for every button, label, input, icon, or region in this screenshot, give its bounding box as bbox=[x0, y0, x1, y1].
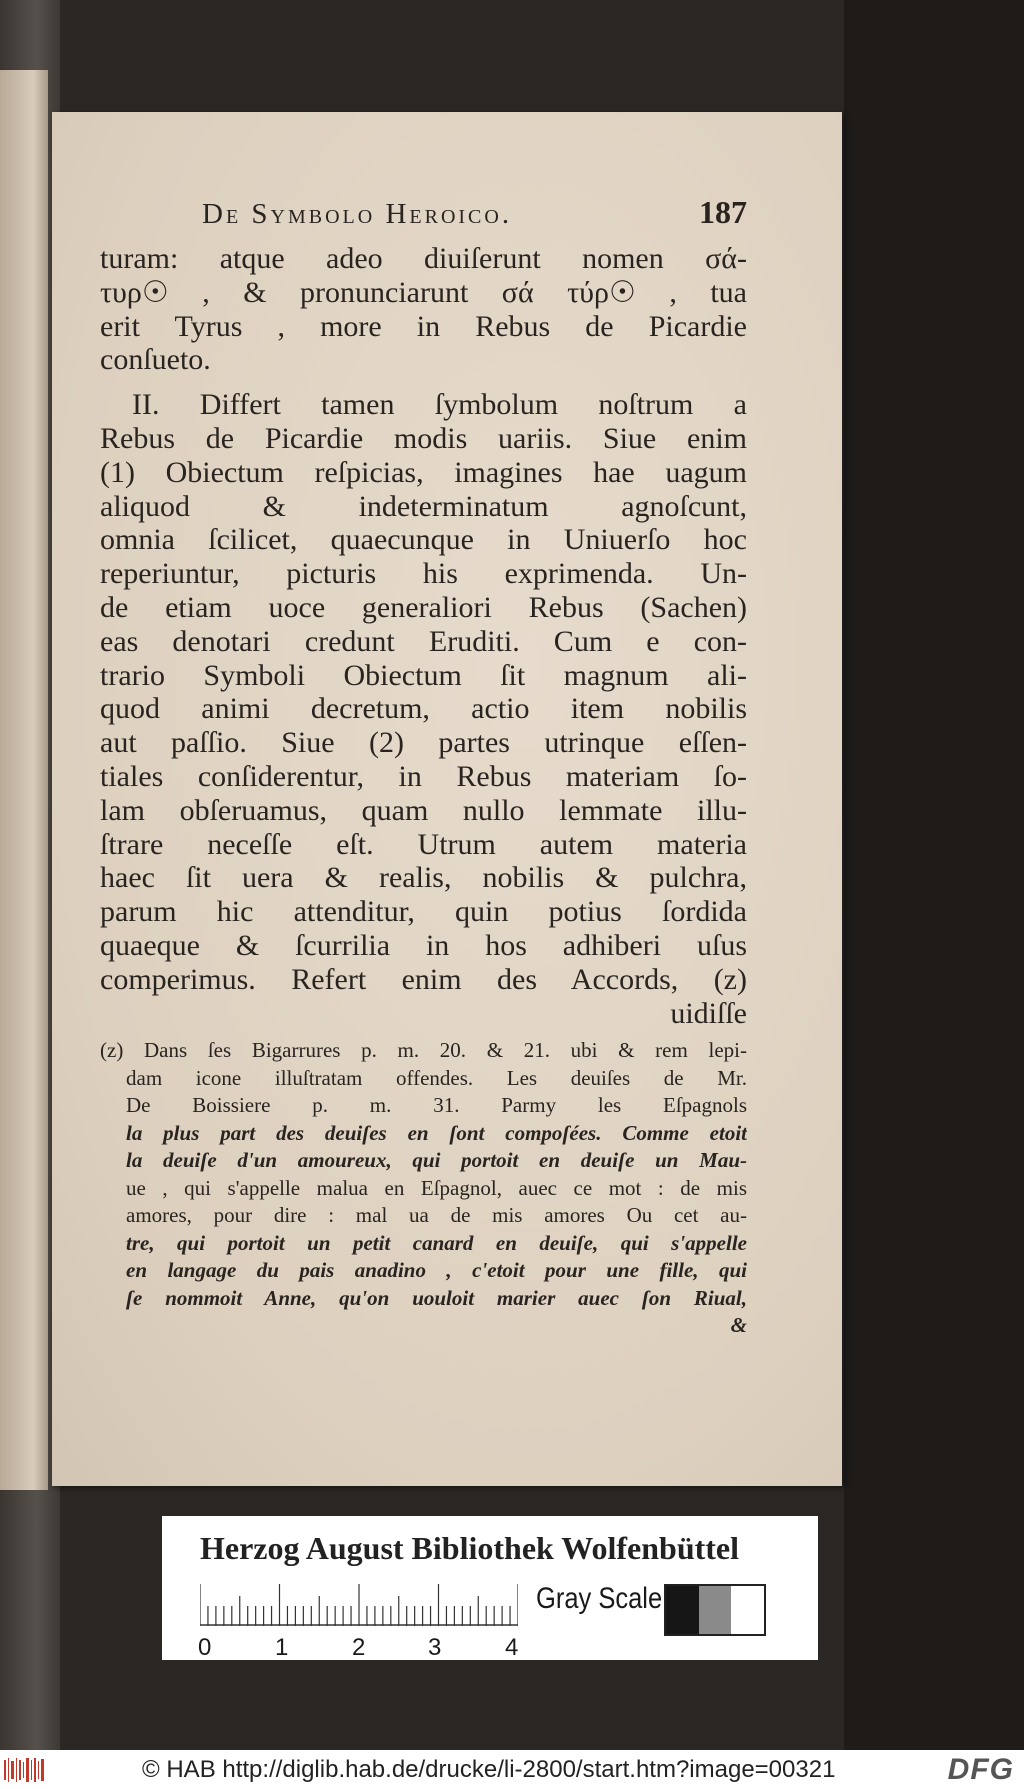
text-line: Rebus de Picardie modis uariis. Siue enim bbox=[100, 421, 747, 455]
footer-bar bbox=[0, 1750, 1024, 1789]
page-number: 187 bbox=[699, 194, 747, 230]
swatch-black bbox=[666, 1586, 699, 1634]
text-line: (1) Obiectum reſpicias, imagines hae uagum bbox=[100, 455, 747, 489]
scale-ruler bbox=[200, 1584, 518, 1626]
library-name: Herzog August Bibliothek Wolfenbüttel bbox=[200, 1530, 740, 1566]
text-line: eas denotari credunt Eruditi. Cum e con- bbox=[100, 624, 747, 658]
footnote-line: la deuiſe d'un amoureux, qui portoit en deuiſe un Mau- bbox=[126, 1148, 747, 1172]
book-page bbox=[52, 112, 842, 1486]
footnote-line: dam icone illuſtratam offendes. Les deuiſes de Mr. bbox=[126, 1065, 747, 1090]
text-line: de etiam uoce generaliori Rebus (Sachen) bbox=[100, 590, 747, 624]
color-calibration-card bbox=[162, 1516, 818, 1660]
facing-page-edge bbox=[0, 70, 48, 1490]
text-line: aliquod & indeterminatum agnoſcunt, bbox=[100, 489, 747, 523]
text-line: comperimus. Refert enim des Accords, (z) bbox=[100, 962, 747, 996]
dfg-logo: DFG bbox=[947, 1753, 1014, 1786]
text-line: conſueto. bbox=[100, 343, 211, 377]
text-line: ſtrare neceſſe eſt. Utrum autem materia bbox=[100, 827, 747, 861]
text-line: τυρ☉ , & pronunciarunt σά τύρ☉ , tua bbox=[100, 275, 747, 309]
footnote-catchword: & bbox=[730, 1313, 747, 1337]
footnote-line: la plus part des deuiſes en ſont compoſées. Comme etoit bbox=[126, 1120, 747, 1145]
footnote-line: (z) Dans ſes Bigarrures p. m. 20. & 21. ubi & rem lepi- bbox=[100, 1038, 747, 1062]
text-line: erit Tyrus , more in Rebus de Picardie bbox=[100, 309, 747, 343]
scan-background-right bbox=[844, 0, 1024, 1750]
footnote bbox=[100, 1037, 747, 1340]
swatch-white bbox=[731, 1586, 764, 1634]
gray-scale-label: Gray Scale bbox=[536, 1582, 663, 1615]
catchword: uidiſſe bbox=[670, 996, 747, 1030]
source-url[interactable]: © HAB http://diglib.hab.de/drucke/li-2800/start.htm?image=00321 bbox=[142, 1756, 836, 1783]
footnote-line: ſe nommoit Anne, qu'on uouloit marier auec ſon Riual, bbox=[126, 1285, 747, 1310]
barcode-icon bbox=[4, 1758, 46, 1782]
text-line: haec ſit uera & realis, nobilis & pulchra, bbox=[100, 861, 747, 895]
text-line: parum hic attenditur, quin potius ſordida bbox=[100, 895, 747, 929]
running-head bbox=[202, 194, 747, 234]
gray-scale-swatch bbox=[664, 1584, 766, 1636]
text-line: II. Differt tamen ſymbolum noſtrum a bbox=[132, 388, 747, 422]
text-line: reperiuntur, picturis his exprimenda. Un- bbox=[100, 557, 747, 591]
scale-number: 0 bbox=[198, 1634, 212, 1661]
scale-number: 1 bbox=[275, 1634, 289, 1661]
scale-number: 2 bbox=[352, 1634, 366, 1661]
text-line: tiales conſiderentur, in Rebus materiam ſo- bbox=[100, 759, 747, 793]
scale-number: 3 bbox=[428, 1634, 442, 1661]
swatch-gray bbox=[699, 1586, 732, 1634]
text-line: quod animi decretum, actio item nobilis bbox=[100, 692, 747, 726]
footnote-line: De Boissiere p. m. 31. Parmy les Eſpagnols bbox=[126, 1093, 747, 1117]
footnote-line: amores, pour dire : mal ua de mis amores Ou cet au- bbox=[126, 1203, 747, 1227]
text-line: quaeque & ſcurrilia in hos adhiberi uſus bbox=[100, 928, 747, 962]
text-line: turam: atque adeo diuiſerunt nomen σά- bbox=[100, 242, 747, 275]
text-line: trario Symboli Obiectum ſit magnum ali- bbox=[100, 658, 747, 692]
text-line: omnia ſcilicet, quaecunque in Uniuerſo hoc bbox=[100, 523, 747, 557]
footnote-line: en langage du pais anadino , c'etoit pour une fille, qui bbox=[126, 1258, 747, 1282]
body-text bbox=[100, 242, 747, 1030]
scale-number: 4 bbox=[505, 1634, 519, 1661]
footnote-line: tre, qui portoit un petit canard en deuiſe, qui s'appelle bbox=[126, 1230, 747, 1255]
footnote-line: ue , qui s'appelle malua en Eſpagnol, auec ce mot : de mis bbox=[126, 1175, 747, 1200]
running-head-title: De Symbolo Heroico. bbox=[202, 198, 513, 230]
text-line: lam obſeruamus, quam nullo lemmate illu- bbox=[100, 793, 747, 827]
text-line: aut paſſio. Siue (2) partes utrinque eſſen- bbox=[100, 726, 747, 760]
